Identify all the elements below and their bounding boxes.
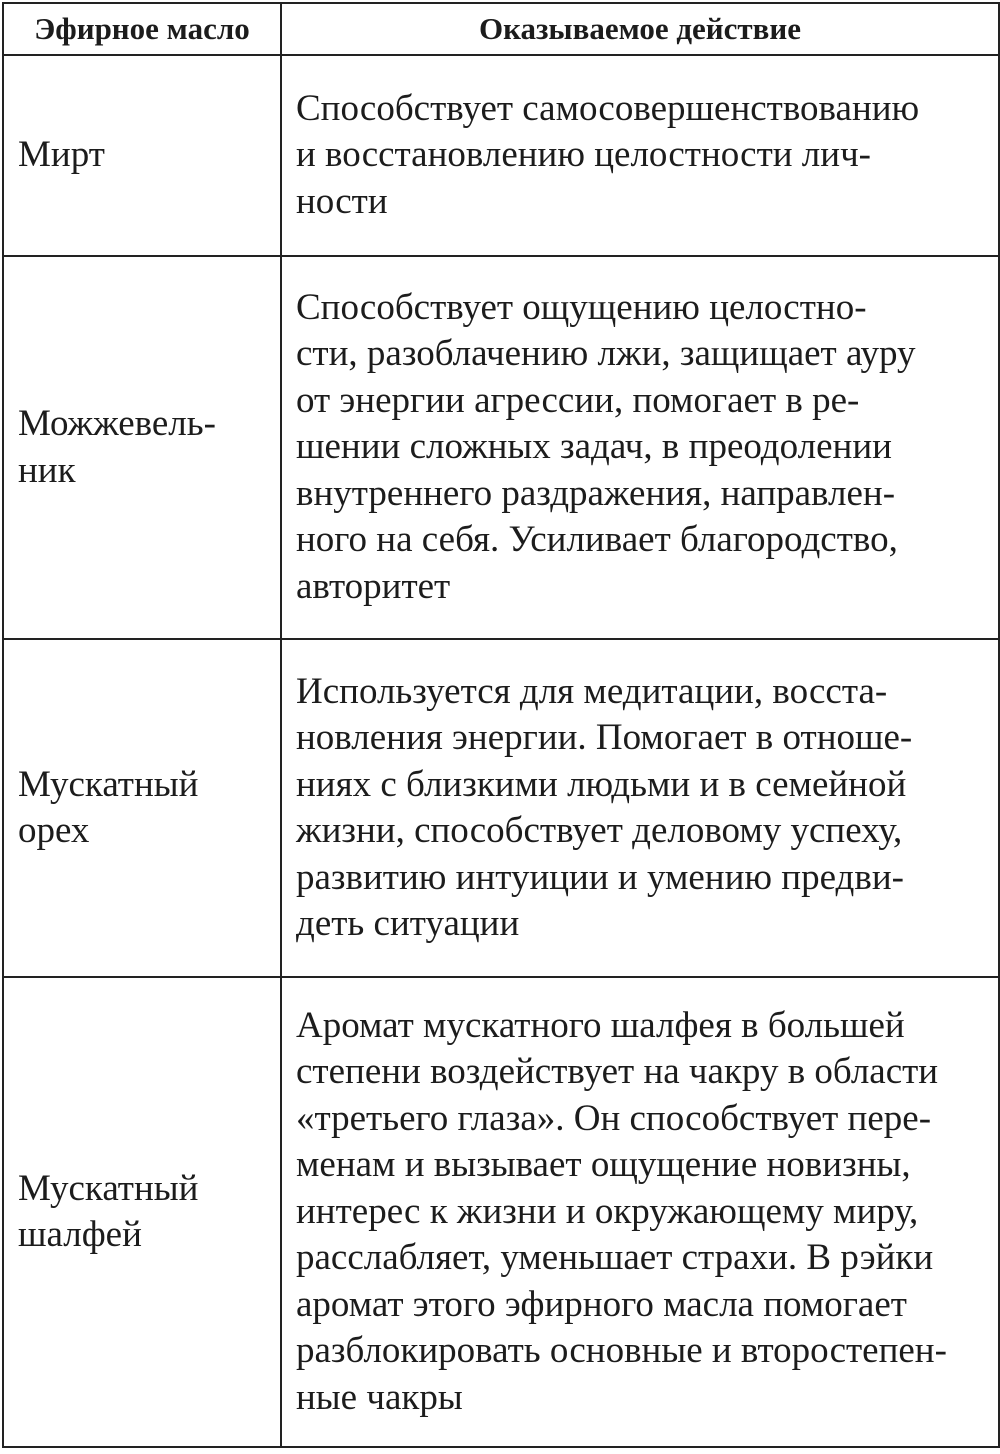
oil-name-cell [3,55,281,256]
oil-effect: Способствует ощущению целостно- сти, разоблачению лжи, защищает ауру от энергии агрессии, помогает в ре- шении сложных задач, в преодолении внутреннего раздражения, направлен- ного на себя. Усиливает благородство, авторитет [296,286,916,607]
table-row [3,639,999,977]
oil-name-cell [3,639,281,977]
table-row [3,256,999,639]
oil-name: Можжевель- ник [18,403,216,491]
oil-name-cell [3,256,281,639]
essential-oils-table [2,2,1000,1448]
oil-effect-cell [281,55,999,256]
oil-name-cell [3,977,281,1447]
table-header-row [3,3,999,55]
oil-effect: Способствует самосовершенствованию и восстановлению целостности лич- ности [296,87,920,222]
oil-name: Мирт [18,134,105,176]
header-oil: Эфирное масло [3,3,281,55]
header-effect: Оказываемое действие [281,3,999,55]
oil-effect: Используется для медитации, восста- новления энергии. Помогает в отноше- ниях с близкими людьми и в семейной жизни, способствует деловому успеху, развитию интуиции и умению предви- деть ситуации [296,670,913,944]
oil-effect-cell [281,977,999,1447]
oil-effect-cell [281,639,999,977]
oil-effect-cell [281,256,999,639]
oil-name: Мускатный шалфей [18,1167,199,1255]
oil-name: Мускатный орех [18,763,199,851]
table-row [3,977,999,1447]
table-row [3,55,999,256]
oil-effect: Аромат мускатного шалфея в большей степени воздействует на чакру в области «третьего глаза». Он способствует пере- менам и вызывает ощущение новизны, интерес к жизни и окружающему миру, расслабляет, уменьшает страхи. В рэйки аромат этого эфирного масла помогает разблокировать основные и второстепен- ные чакры [296,1004,947,1418]
